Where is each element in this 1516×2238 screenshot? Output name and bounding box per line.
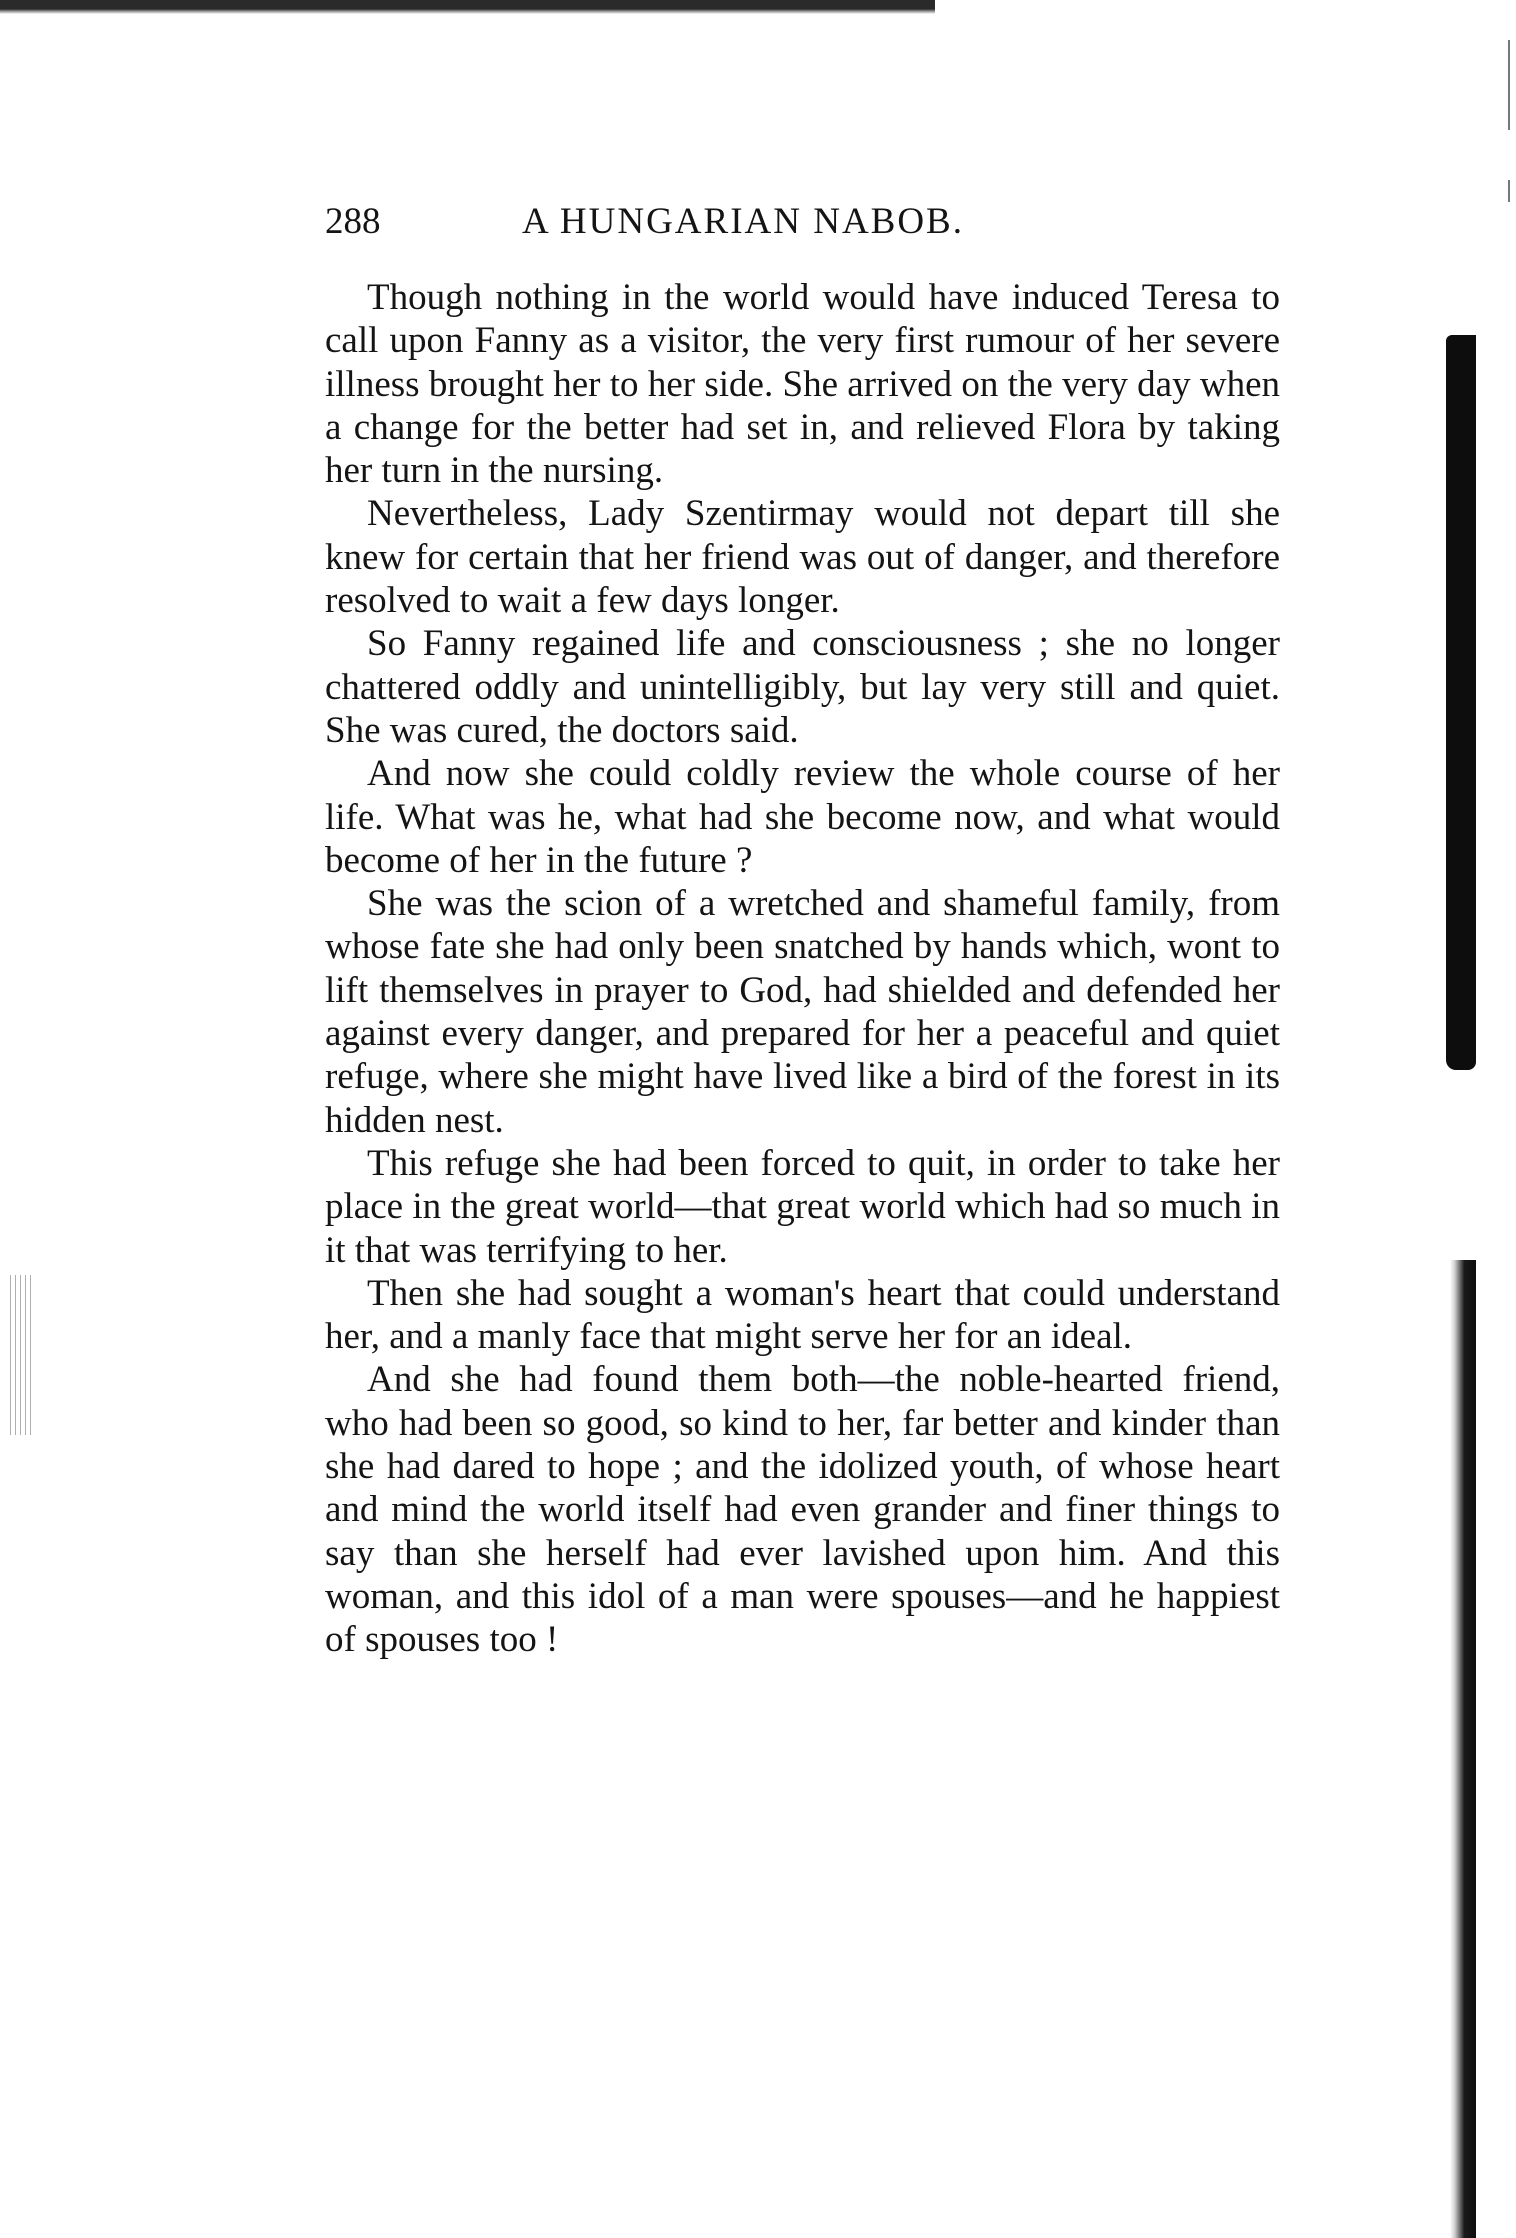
binding-shadow-upper: [1446, 335, 1476, 1070]
paragraph: And now she could coldly review the whole course of her life. What was he, what had she become now, and what would become of her in the future ?: [325, 753, 1280, 881]
paragraph: This refuge she had been forced to quit, in order to take her place in the great world—that great world which had so much in it that was terrifying to her.: [325, 1142, 1280, 1271]
book-page: [325, 196, 1280, 1662]
body-text: [325, 276, 1280, 1662]
running-title: A HUNGARIAN NABOB.: [522, 201, 964, 242]
paragraph: Then she had sought a woman's heart that could understand her, and a manly face that might serve her for an ideal.: [325, 1272, 1280, 1358]
paragraph: And she had found them both—the noble-hearted friend, who had been so good, so kind to her, far better and kinder than she had dared to hope ; and the idolized youth, of whose heart and mind the world itself had even grander and finer things to say than she herself had ever lavished upon him. And this woman, and this idol of a man were spouses—and he happiest of spouses too !: [325, 1359, 1280, 1661]
scan-artifact-marks: [10, 1275, 32, 1435]
paragraph: So Fanny regained life and consciousness ; she no longer chattered oddly and unintelligibly, but lay very still and quiet. She was cured, the doctors said.: [325, 623, 1280, 751]
paragraph: She was the scion of a wretched and shameful family, from whose fate she had only been snatched by hands which, wont to lift themselves in prayer to God, had shielded and defended her against every danger, and prepared for her a peaceful and quiet refuge, where she might have lived like a bird of the forest in its hidden nest.: [325, 883, 1280, 1141]
binding-shadow-lower: [1450, 1260, 1476, 2238]
running-header: [325, 196, 1280, 248]
page-number: 288: [325, 201, 381, 242]
top-edge-rule: [0, 0, 935, 14]
paragraph: Nevertheless, Lady Szentirmay would not depart till she knew for certain that her friend was out of danger, and therefore resolved to wait a few days longer.: [325, 493, 1280, 622]
edge-tick-mark: [1508, 40, 1510, 130]
paragraph: Though nothing in the world would have induced Teresa to call upon Fanny as a visitor, the very first rumour of her severe illness brought her to her side. She arrived on the very day when a change for the better had set in, and relieved Flora by taking her turn in the nursing.: [325, 277, 1280, 492]
edge-tick-mark: [1508, 180, 1510, 202]
